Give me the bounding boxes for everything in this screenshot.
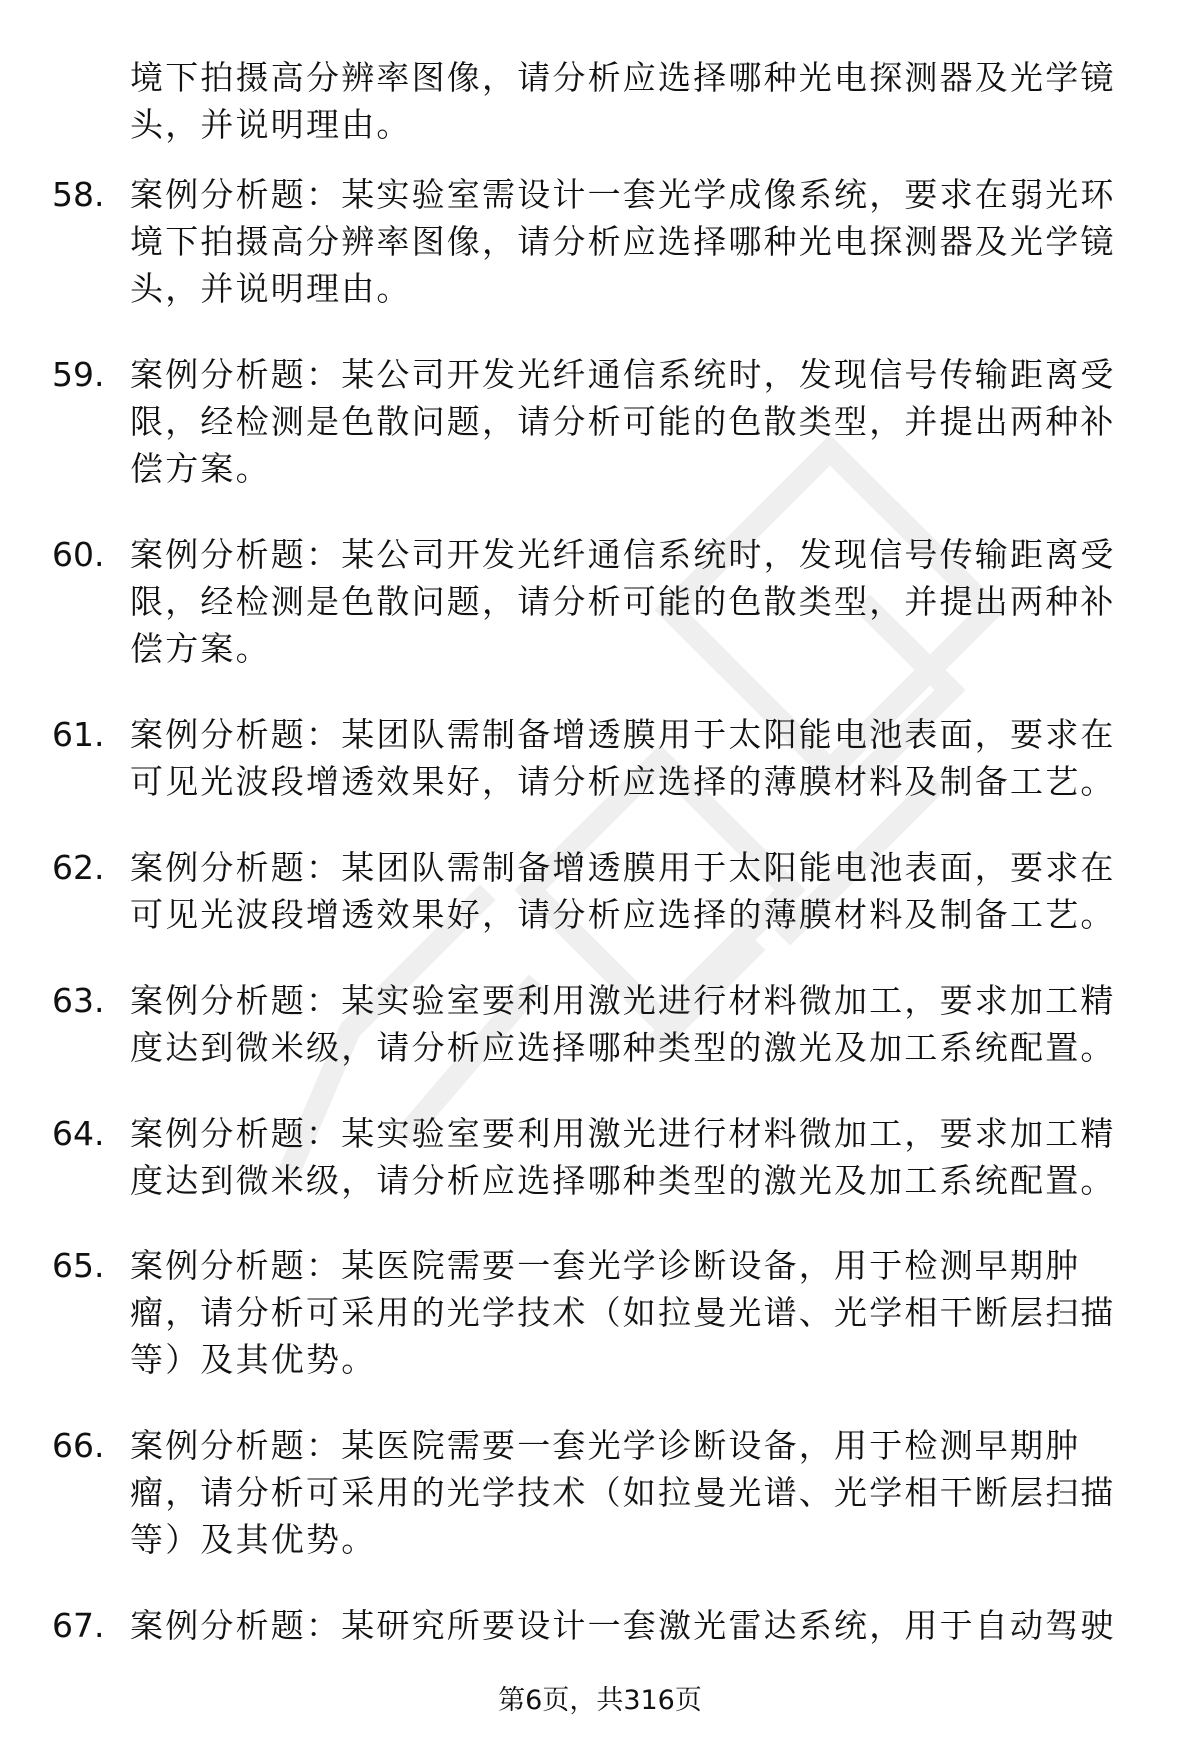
text-line: 案例分析题：某实验室需设计一套光学成像系统，要求在弱光环 [130,175,1116,214]
text-line: 可见光波段增透效果好，请分析应选择的薄膜材料及制备工艺。 [130,895,1116,934]
text-line: 境下拍摄高分辨率图像，请分析应选择哪种光电探测器及光学镜 [130,222,1116,261]
question-number: 63. [52,981,105,1020]
text-line: 案例分析题：某医院需要一套光学诊断设备，用于检测早期肿 [130,1426,1081,1465]
text-line: 案例分析题：某医院需要一套光学诊断设备，用于检测早期肿 [130,1246,1081,1285]
text-line: 案例分析题：某实验室要利用激光进行材料微加工，要求加工精 [130,1114,1116,1153]
question-number: 65. [52,1246,105,1285]
text-line: 限，经检测是色散问题，请分析可能的色散类型，并提出两种补 [130,582,1116,621]
text-line: 偿方案。 [130,449,271,488]
text-line: 案例分析题：某团队需制备增透膜用于太阳能电池表面，要求在 [130,715,1116,754]
text-line: 案例分析题：某公司开发光纤通信系统时，发现信号传输距离受 [130,535,1116,574]
text-line: 头，并说明理由。 [130,105,412,144]
question-number: 67. [52,1606,105,1645]
question-number: 59. [52,355,105,394]
text-line: 等）及其优势。 [130,1520,377,1559]
text-line: 度达到微米级，请分析应选择哪种类型的激光及加工系统配置。 [130,1161,1116,1200]
text-line: 瘤，请分析可采用的光学技术（如拉曼光谱、光学相干断层扫描 [130,1473,1116,1512]
text-line: 限，经检测是色散问题，请分析可能的色散类型，并提出两种补 [130,402,1116,441]
page-number-footer: 第6页，共316页 [498,1685,702,1716]
question-number: 61. [52,715,105,754]
text-line: 可见光波段增透效果好，请分析应选择的薄膜材料及制备工艺。 [130,762,1116,801]
text-line: 境下拍摄高分辨率图像，请分析应选择哪种光电探测器及光学镜 [130,58,1116,97]
question-number: 64. [52,1114,105,1153]
text-line: 案例分析题：某研究所要设计一套激光雷达系统，用于自动驾驶 [130,1606,1116,1645]
question-number: 62. [52,848,105,887]
question-number: 66. [52,1426,105,1465]
text-line: 瘤，请分析可采用的光学技术（如拉曼光谱、光学相干断层扫描 [130,1293,1116,1332]
text-line: 等）及其优势。 [130,1340,377,1379]
question-number: 60. [52,535,105,574]
text-line: 案例分析题：某实验室要利用激光进行材料微加工，要求加工精 [130,981,1116,1020]
text-line: 头，并说明理由。 [130,269,412,308]
text-line: 案例分析题：某团队需制备增透膜用于太阳能电池表面，要求在 [130,848,1116,887]
text-line: 偿方案。 [130,629,271,668]
text-line: 度达到微米级，请分析应选择哪种类型的激光及加工系统配置。 [130,1028,1116,1067]
question-number: 58. [52,175,105,214]
text-line: 案例分析题：某公司开发光纤通信系统时，发现信号传输距离受 [130,355,1116,394]
